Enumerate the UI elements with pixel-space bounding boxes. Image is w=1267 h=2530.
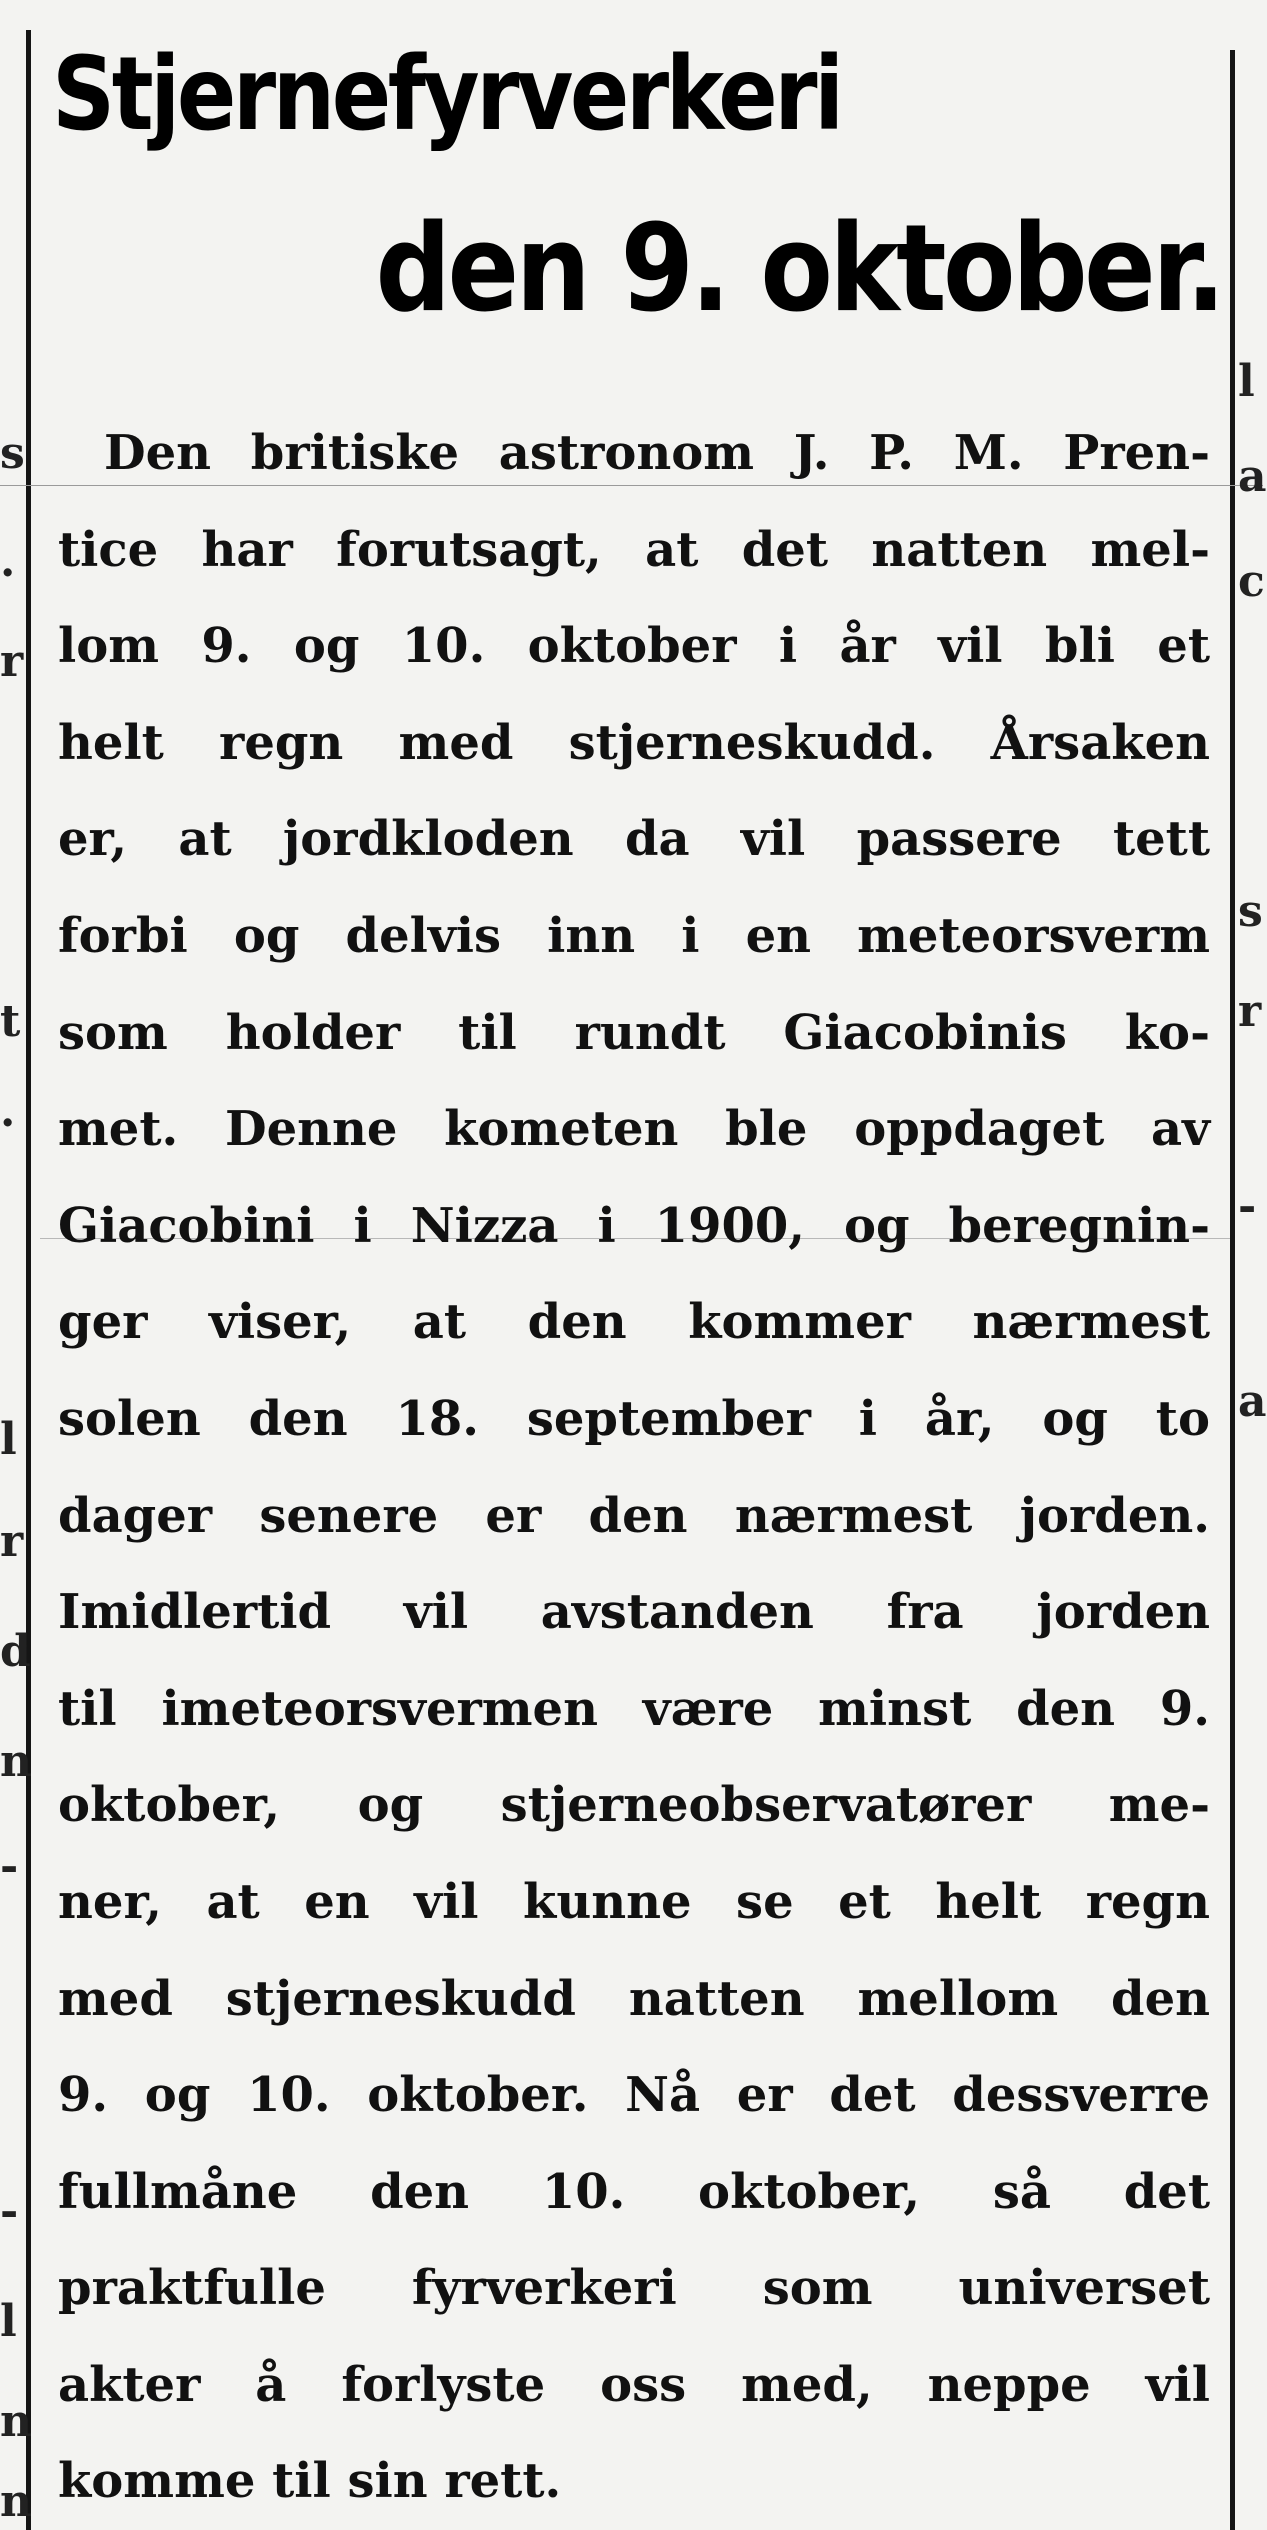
article-line: ner, at en vil kunne se et helt regn bbox=[58, 1873, 1210, 1930]
margin-fragment: r bbox=[0, 1516, 24, 1567]
right-column-fragments bbox=[1238, 0, 1267, 2530]
margin-fragment: - bbox=[0, 2186, 19, 2237]
margin-fragment: r bbox=[1238, 986, 1262, 1037]
article-line: dager senere er den nærmest jorden. bbox=[58, 1487, 1210, 1544]
article-line: forbi og delvis inn i en meteorsverm bbox=[58, 907, 1210, 964]
article-line: fullmåne den 10. oktober, så det bbox=[58, 2163, 1210, 2220]
margin-fragment: n bbox=[0, 2396, 32, 2447]
article-line: akter å forlyste oss med, neppe vil bbox=[58, 2356, 1210, 2413]
article-line: 9. og 10. oktober. Nå er det dessverre bbox=[58, 2067, 1210, 2124]
margin-fragment: s bbox=[1238, 886, 1263, 937]
article-line: Imidlertid vil avstanden fra jorden bbox=[58, 1584, 1210, 1641]
margin-fragment: d bbox=[0, 1626, 31, 1677]
article-body bbox=[58, 405, 1210, 2530]
margin-fragment: r bbox=[0, 636, 24, 687]
margin-fragment: l bbox=[0, 2296, 17, 2347]
margin-fragment: n bbox=[0, 1736, 32, 1787]
left-column-fragments bbox=[0, 0, 32, 2530]
margin-fragment: n bbox=[0, 2476, 32, 2527]
margin-fragment: l bbox=[0, 1414, 17, 1465]
margin-fragment: - bbox=[0, 1841, 19, 1892]
article-line: komme til sin rett. bbox=[58, 2453, 562, 2510]
right-column-rule bbox=[1230, 50, 1235, 2530]
article-line: med stjerneskudd natten mellom den bbox=[58, 1970, 1210, 2027]
margin-fragment: a bbox=[1238, 451, 1267, 502]
margin-fragment: c bbox=[1238, 556, 1265, 607]
margin-fragment: t bbox=[0, 996, 21, 1047]
left-column-rule bbox=[26, 30, 31, 2530]
article-line: Den britiske astronom J. P. M. Pren- bbox=[104, 425, 1210, 481]
article-line: tice har forutsagt, at det natten mel- bbox=[58, 521, 1210, 578]
margin-fragment: - bbox=[1238, 1181, 1257, 1232]
article-line: lom 9. og 10. oktober i år vil bli et bbox=[58, 618, 1210, 675]
margin-fragment: a bbox=[1238, 1376, 1267, 1427]
headline bbox=[52, 36, 1222, 356]
margin-fragment: s bbox=[0, 428, 25, 479]
article-line: praktfulle fyrverkeri som universet bbox=[58, 2260, 1210, 2317]
article-line: til imeteorsvermen være minst den 9. bbox=[58, 1680, 1210, 1737]
article-line: helt regn med stjerneskudd. Årsaken bbox=[58, 714, 1210, 771]
article-line: som holder til rundt Giacobinis ko- bbox=[58, 1004, 1210, 1061]
margin-fragment: . bbox=[0, 536, 16, 587]
article-line: ger viser, at den kommer nærmest bbox=[58, 1294, 1210, 1351]
headline-line-2: den 9. oktober. bbox=[375, 200, 1222, 339]
margin-fragment: . bbox=[0, 1086, 16, 1137]
article-line: solen den 18. september i år, og to bbox=[58, 1390, 1210, 1447]
margin-fragment: l bbox=[1238, 356, 1255, 407]
article-line: met. Denne kometen ble oppdaget av bbox=[58, 1101, 1210, 1158]
article-line: er, at jordkloden da vil passere tett bbox=[58, 811, 1210, 868]
article-line: Giacobini i Nizza i 1900, og beregnin- bbox=[58, 1197, 1210, 1254]
article-line: oktober, og stjerneobservatører me- bbox=[58, 1777, 1210, 1834]
headline-line-1: Stjernefyrverkeri bbox=[52, 35, 841, 154]
